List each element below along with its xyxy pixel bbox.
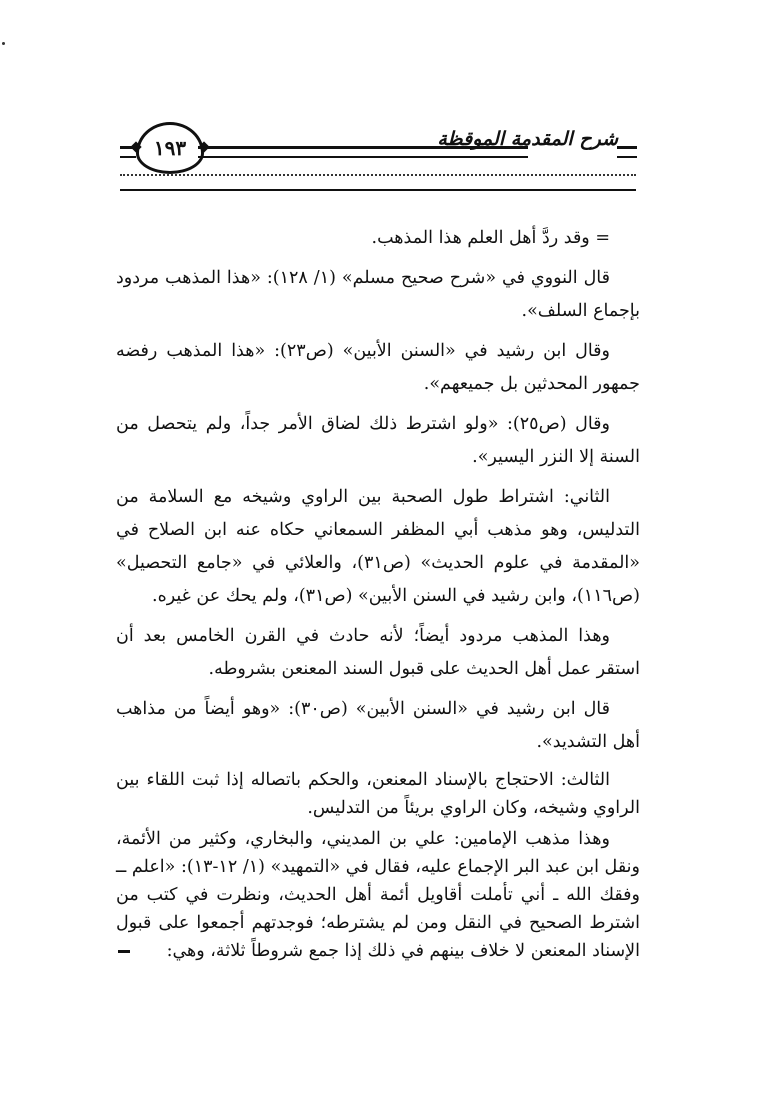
- continuation-dash: [118, 950, 130, 953]
- header-solid-divider: [120, 189, 636, 191]
- header-rule-right: [617, 146, 637, 158]
- paragraph-ibn-rushayd-p30: قال ابن رشيد في «السنن الأبين» (ص٣٠): «وهو أيضاً من مذاهب أهل التشديد».: [116, 699, 640, 752]
- paragraph-second-view: الثاني: اشتراط طول الصحبة بين الراوي وشيخه مع السلامة من التدليس، وهو مذهب أبي المظفر السمعاني حكاه عنه ابن الصلاح في «المقدمة في علوم الحديث» (ص٣١)، والعلائي في «جامع التحصيل» (ص١١٦)، وابن رشيد في السنن الأبين» (ص٣١)، ولم يحك عن غيره.: [116, 487, 640, 606]
- page-number: ١٩٣: [153, 136, 187, 160]
- paragraph-second-view-rejected: وهذا المذهب مردود أيضاً؛ لأنه حادث في القرن الخامس بعد أن استقر عمل أهل الحديث على قبول السند المعنعن بشروطه.: [116, 626, 640, 679]
- paragraph-two-imams: وهذا مذهب الإمامين: علي بن المديني، والبخاري، وكثير من الأئمة، ونقل ابن عبد البر الإجماع عليه، فقال في «التمهيد» (١/ ١٢-١٣): «اعلم ــ وفقك الله ـ أني تأملت أقاويل أئمة أهل الحديث، ونظرت في كتب من اشترط الصحيح في النقل ومن لم يشترطه؛ فوجدتهم أجمعوا على قبول الإسناد المعنعن لا خلاف بينهم في ذلك إذا جمع شروطاً ثلاثة، وهي:: [116, 829, 640, 961]
- page-number-badge: [136, 122, 204, 174]
- paragraph-nawawi-quote: قال النووي في «شرح صحيح مسلم» (١/ ١٢٨): «هذا المذهب مردود بإجماع السلف».: [116, 268, 640, 321]
- paragraph-third-view: الثالث: الاحتجاج بالإسناد المعنعن، والحكم باتصاله إذا ثبت اللقاء بين الراوي وشيخه، وكان الراوي بريئاً من التدليس.: [116, 770, 640, 818]
- paragraph-ibn-rushayd-p25: وقال (ص٢٥): «ولو اشترط ذلك لضاق الأمر جداً، ولم يتحصل من السنة إلا النزر اليسير».: [116, 414, 640, 467]
- page-body: [116, 222, 640, 968]
- header-dotted-divider: [120, 174, 636, 176]
- running-header-title: شرح المقدمة الموقظة: [437, 128, 618, 150]
- scan-speck: [2, 42, 5, 45]
- paragraph-ibn-rushayd-quote: وقال ابن رشيد في «السنن الأبين» (ص٢٣): «هذا المذهب رفضه جمهور المحدثين بل جميعهم».: [116, 341, 640, 394]
- paragraph-continuation: = وقد ردَّ أهل العلم هذا المذهب.: [371, 228, 610, 248]
